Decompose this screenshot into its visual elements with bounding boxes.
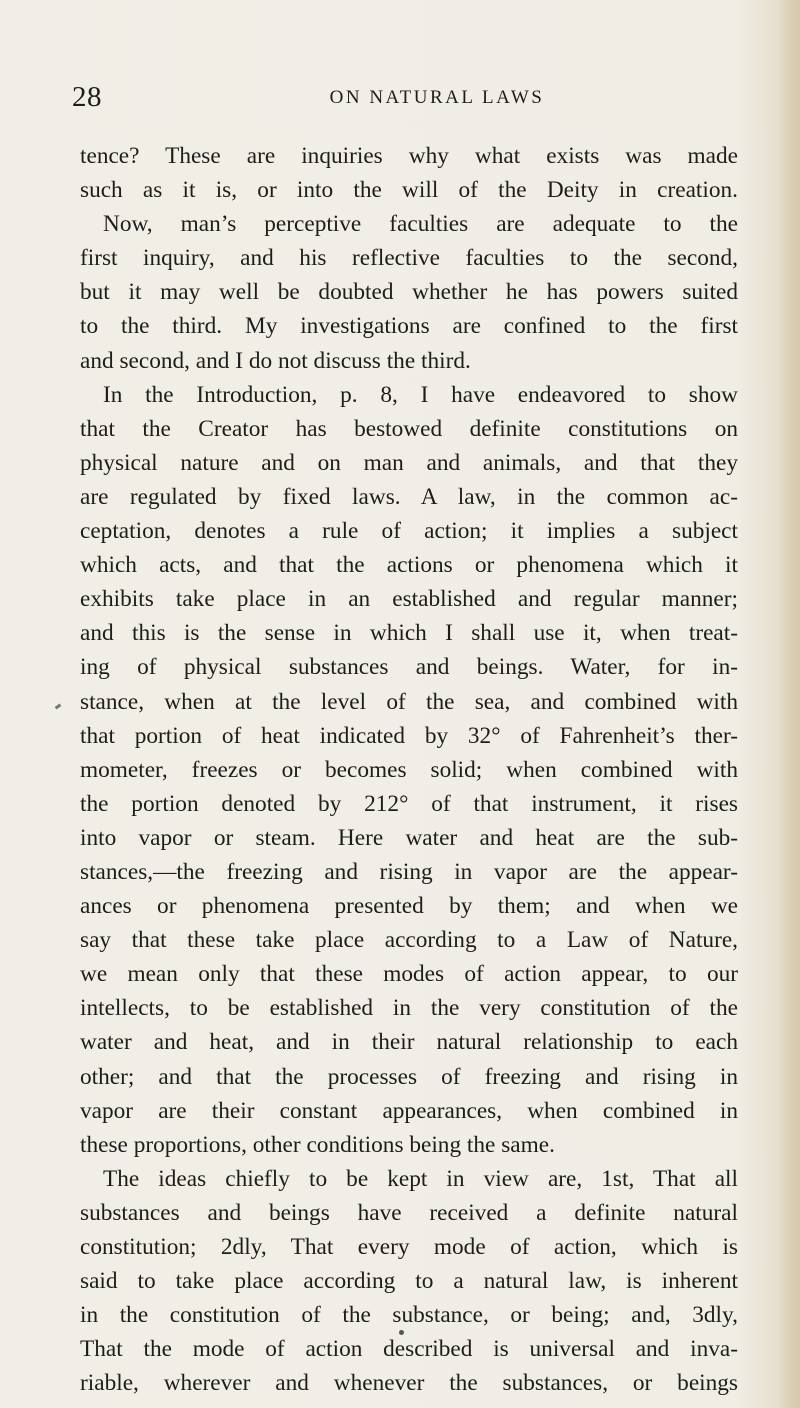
text-line: into vapor or steam. Here water and heat are the sub- [80, 824, 738, 851]
ink-speck [399, 1330, 404, 1335]
text-line: and this is the sense in which I shall use it, when treat- [80, 620, 738, 647]
text-line: ceptation, denotes a rule of action; it implies a subject [80, 518, 738, 545]
text-line: first inquiry, and his reflective faculties to the second, [80, 245, 738, 272]
text-line: are regulated by fixed laws. A law, in the common ac- [80, 483, 738, 510]
text-line: other; and that the processes of freezing and rising in [80, 1063, 738, 1090]
text-line: exhibits take place in an established and regular manner; [80, 586, 738, 613]
page-number: 28 [72, 81, 102, 113]
text-line: In the Introduction, p. 8, I have endeavored to show [103, 381, 738, 408]
text-line: we mean only that these modes of action appear, to our [80, 961, 738, 988]
text-line: but it may well be doubted whether he has powers suited [80, 279, 738, 306]
text-line: riable, wherever and whenever the substances, or beings [80, 1370, 738, 1397]
text-line: such as it is, or into the will of the Deity in creation. [80, 177, 738, 204]
text-line: these proportions, other conditions being the same. [80, 1131, 555, 1158]
margin-mark [55, 704, 62, 710]
text-line: water and heat, and in their natural relationship to each [80, 1029, 738, 1056]
text-line: The ideas chiefly to be kept in view are, 1st, That all [103, 1165, 738, 1192]
text-line: ances or phenomena presented by them; and when we [80, 893, 738, 920]
text-line: vapor are their constant appearances, when combined in [80, 1097, 738, 1124]
text-line: that portion of heat indicated by 32° of Fahrenheit’s ther- [80, 722, 738, 749]
text-line: the portion denoted by 212° of that instrument, it rises [80, 790, 738, 817]
text-line: and second, and I do not discuss the third. [80, 347, 471, 374]
running-head [72, 80, 742, 114]
text-line: said to take place according to a natural law, is inherent [80, 1268, 738, 1295]
text-line: intellects, to be established in the very constitution of the [80, 995, 738, 1022]
text-line: that the Creator has bestowed definite constitutions on [80, 415, 738, 442]
text-line: which acts, and that the actions or phenomena which it [80, 552, 738, 579]
text-line: substances and beings have received a definite natural [80, 1199, 738, 1226]
text-line: constitution; 2dly, That every mode of action, which is [80, 1234, 738, 1260]
body-text [80, 139, 738, 1400]
text-line: tence? These are inquiries why what exists was made [80, 143, 738, 169]
text-line: That the mode of action described is universal and inva- [80, 1336, 738, 1363]
text-line: physical nature and on man and animals, and that they [80, 449, 738, 476]
text-line: to the third. My investigations are confined to the first [80, 313, 738, 340]
text-line: Now, man’s perceptive faculties are adequate to the [103, 211, 738, 238]
text-line: ing of physical substances and beings. Water, for in- [80, 654, 738, 681]
page-edge-shading [778, 0, 800, 1408]
text-line: say that these take place according to a Law of Nature, [80, 927, 738, 954]
text-line: stance, when at the level of the sea, and combined with [80, 688, 738, 715]
text-line: in the constitution of the substance, or being; and, 3dly, [80, 1302, 738, 1329]
text-line: mometer, freezes or becomes solid; when combined with [80, 756, 738, 783]
text-line: stances,—the freezing and rising in vapor are the appear- [80, 858, 738, 885]
running-head-title: ON NATURAL LAWS [329, 87, 545, 108]
